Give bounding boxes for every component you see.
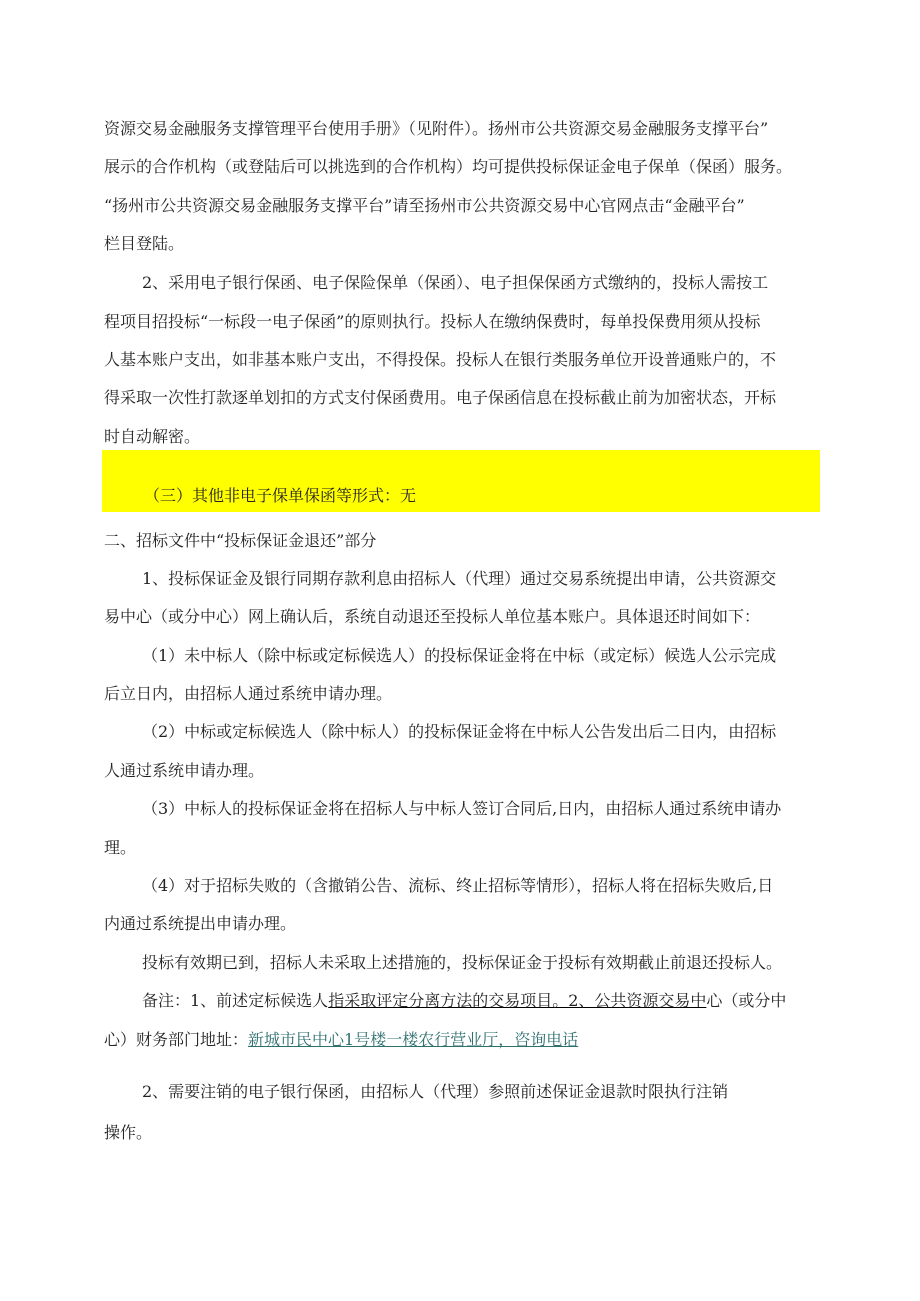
sub-item-2-line-1: （2）中标或定标候选人（除中标人）的投标保证金将在中标人公告发出后二日内，由招标	[142, 722, 777, 741]
sub-item-1-line-1: （1）未中标人（除中标或定标候选人）的投标保证金将在中标（或定标）候选人公示完成	[142, 646, 777, 665]
sub-item-4-line-1: （4）对于招标失败的（含撤销公告、流标、终止招标等情形），招标人将在招标失败后,日	[142, 876, 774, 895]
item-2-line-2: 操作。	[104, 1123, 153, 1142]
paragraph-2-line-2: 程项目招投标“一标段一电子保函”的原则执行。投标人在缴纳保费时，每单投保费用须从投标	[104, 312, 761, 331]
highlighted-heading: （三）其他非电子保单保函等形式：无	[144, 486, 417, 505]
remark-line-1	[142, 990, 786, 1012]
remark-suffix: 心（或分中	[706, 991, 787, 1010]
paragraph-1-line-2: 展示的合作机构（或登陆后可以挑选到的合作机构）均可提供投标保证金电子保单（保函）服务。	[104, 157, 793, 176]
sub-item-4-line-2: 内通过系统提出申请办理。	[104, 914, 297, 933]
paragraph-1-line-4: 栏目登陆。	[104, 234, 185, 253]
sub-item-3-line-2: 理。	[104, 838, 137, 857]
remark-underlined-text: 指采取评定分离方法的交易项目。2、公共资源交易中	[328, 991, 707, 1010]
item-1-line-1: 1、投标保证金及银行同期存款利息由招标人（代理）通过交易系统提出申请，公共资源交	[142, 569, 777, 588]
paragraph-1-line-3: “扬州市公共资源交易金融服务支撑平台”请至扬州市公共资源交易中心官网点击“金融平台”	[104, 196, 745, 215]
item-2-line-1: 2、需要注销的电子银行保函，由招标人（代理）参照前述保证金退款时限执行注销	[142, 1082, 729, 1101]
paragraph-1-line-1: 资源交易金融服务支撑管理平台使用手册》（见附件）。扬州市公共资源交易金融服务支撑平台”	[104, 119, 769, 138]
paragraph-2-line-1: 2、采用电子银行保函、电子保险保单（保函）、电子担保保函方式缴纳的，投标人需按工	[142, 273, 769, 292]
remark-line-2	[104, 1029, 578, 1051]
paragraph-2-line-5: 时自动解密。	[104, 427, 201, 446]
sub-item-2-line-2: 人通过系统申请办理。	[104, 761, 265, 780]
remark-prefix: 备注：1、前述定标候选人	[142, 991, 329, 1010]
paragraph-2-line-3: 人基本账户支出，如非基本账户支出，不得投保。投标人在银行类服务单位开设普通账户的，不	[104, 350, 777, 369]
sub-item-3-line-1: （3）中标人的投标保证金将在招标人与中标人签订合同后,日内，由招标人通过系统申请办	[142, 799, 782, 818]
sub-item-1-line-2: 后立日内，由招标人通过系统申请办理。	[104, 684, 393, 703]
validity-note: 投标有效期已到，招标人未采取上述措施的，投标保证金于投标有效期截止前退还投标人。	[142, 953, 783, 972]
section-2-heading: 二、招标文件中“投标保证金退还”部分	[104, 531, 377, 550]
remark-address-link[interactable]: 新城市民中心1号楼一楼农行营业厅，咨询电话	[248, 1030, 579, 1049]
remark-address-label: 心）财务部门地址：	[104, 1030, 249, 1049]
item-1-line-2: 易中心（或分中心）网上确认后，系统自动退还至投标人单位基本账户。具体退还时间如下：	[104, 607, 761, 626]
paragraph-2-line-4: 得采取一次性打款逐单划扣的方式支付保函费用。电子保函信息在投标截止前为加密状态，开标	[104, 388, 777, 407]
